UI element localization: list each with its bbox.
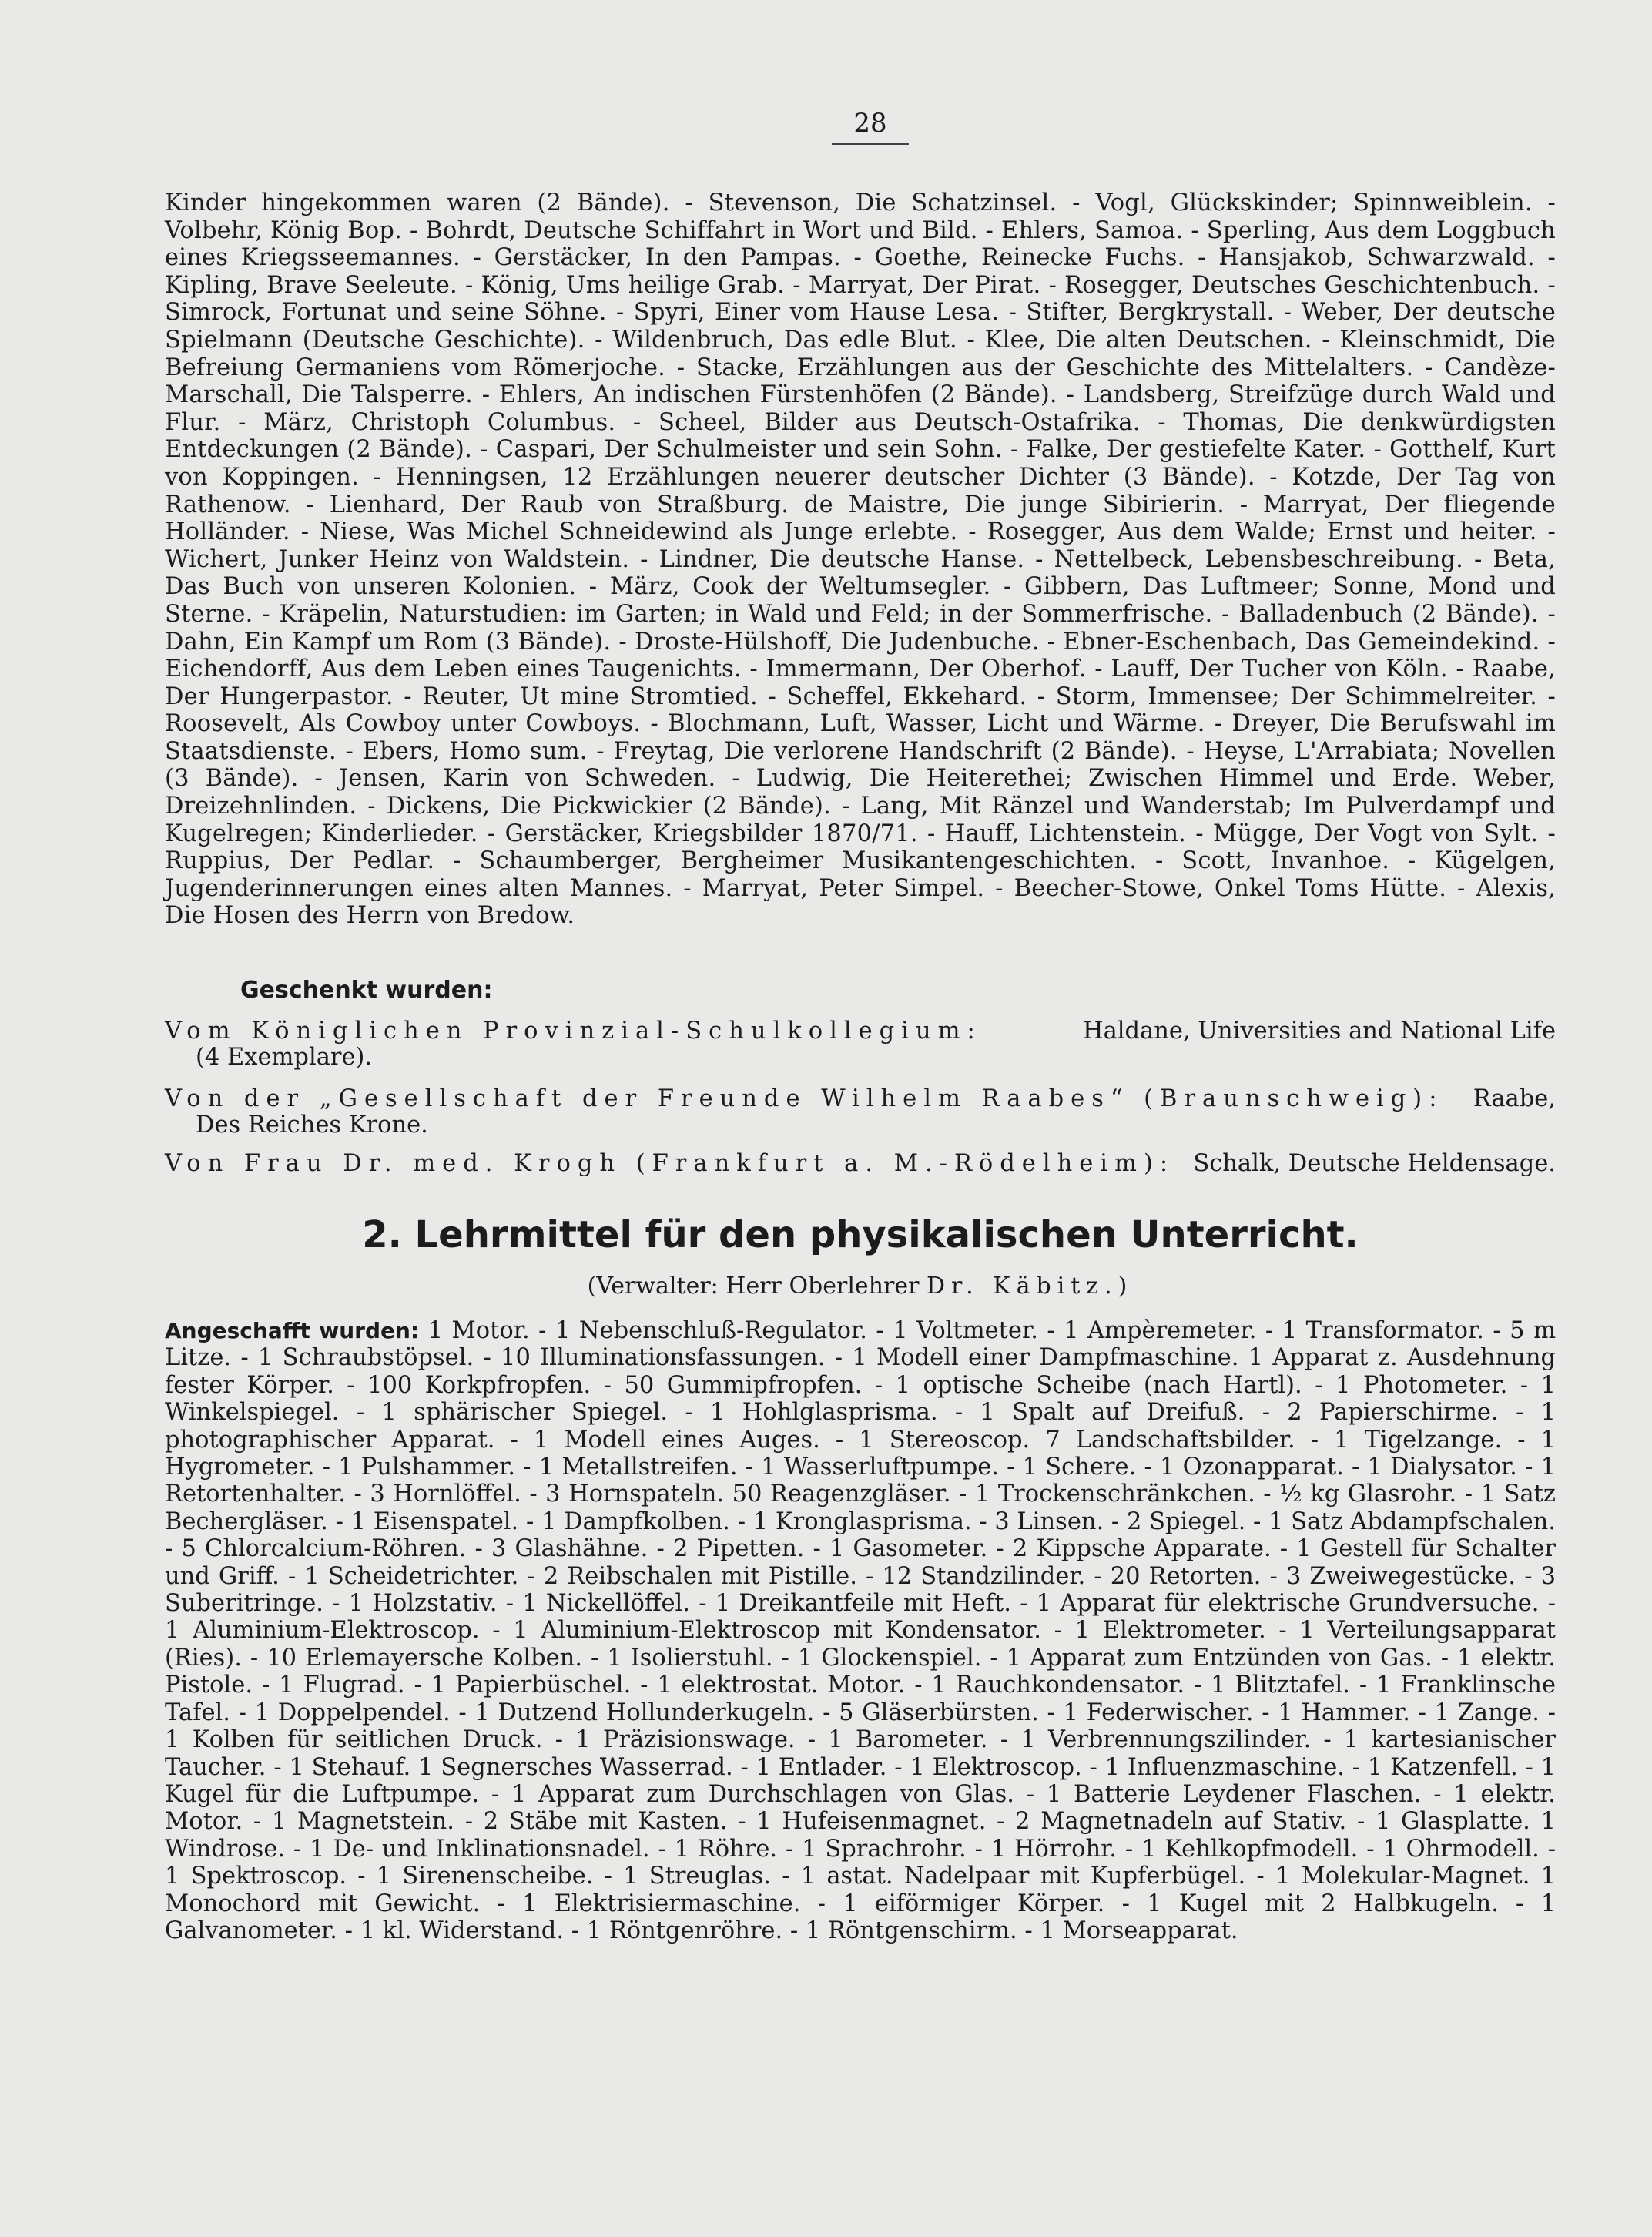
administrator-prefix: (Verwalter: Herr Oberlehrer bbox=[587, 1273, 920, 1300]
gift-items: Haldane, Universities and National Life bbox=[1082, 1018, 1556, 1045]
gift-donor: Vom Königlichen Provinzial-Schulkollegium: bbox=[165, 1018, 982, 1045]
physics-devices-list bbox=[165, 1317, 1556, 1944]
library-acquisitions-list: Kinder hingekommen waren (2 Bände). - Stevenson, Die Schatzinsel. - Vogl, Glückskinder; Spinnweiblein. - Volbehr, König Bop. - Bohrdt, Deutsche Schiffahrt in Wort und Bild. - Ehlers, Samoa. - Sperling, Aus dem Loggbuch eines Kriegsseemannes. - Gerstäcker, In den Pampas. - Goethe, Reinecke Fuchs. - Hansjakob, Schwarzwald. - Kipling, Brave Seeleute. - König, Ums heilige Grab. - Marryat, Der Pirat. - Rosegger, Deutsches Geschichtenbuch. - Simrock, Fortunat und seine Söhne. - Spyri, Einer vom Hause Lesa. - Stifter, Bergkrystall. - Weber, Der deutsche Spielmann (Deutsche Geschichte). - Wildenbruch, Das edle Blut. - Klee, Die alten Deutschen. - Kleinschmidt, Die Befreiung Germaniens vom Römerjoche. - Stacke, Erzählungen aus der Geschichte des Mittelalters. - Candèze-Marschall, Die Talsperre. - Ehlers, An indischen Fürstenhöfen (2 Bände). - Landsberg, Streifzüge durch Wald und Flur. - März, Christoph Columbus. - Scheel, Bilder aus Deutsch-Ostafrika. - Thomas, Die denkwürdigsten Entdeckungen (2 Bände). - Caspari, Der Schulmeister und sein Sohn. - Falke, Der gestiefelte Kater. - Gotthelf, Kurt von Koppingen. - Henningsen, 12 Erzählungen neuerer deutscher Dichter (3 Bände). - Kotzde, Der Tag von Rathenow. - Lienhard, Der Raub von Straßburg. de Maistre, Die junge Sibirierin. - Marryat, Der fliegende Holländer. - Niese, Was Michel Schneidewind als Junge erlebte. - Rosegger, Aus dem Walde; Ernst und heiter. - Wichert, Junker Heinz von Waldstein. - Lindner, Die deutsche Hanse. - Nettelbeck, Lebensbeschreibung. - Beta, Das Buch von unseren Kolonien. - März, Cook der Weltumsegler. - Gibbern, Das Luftmeer; Sonne, Mond und Sterne. - Kräpelin, Naturstudien: im Garten; in Wald und Feld; in der Sommerfrische. - Balladenbuch (2 Bände). - Dahn, Ein Kampf um Rom (3 Bände). - Droste-Hülshoff, Die Judenbuche. - Ebner-Eschenbach, Das Gemeindekind. - Eichendorff, Aus dem Leben eines Taugenichts. - Immermann, Der Oberhof. - Lauff, Der Tucher von Köln. - Raabe, Der Hungerpastor. - Reuter, Ut mine Stromtied. - Scheffel, Ekkehard. - Storm, Immensee; Der Schimmelreiter. - Roosevelt, Als Cowboy unter Cowboys. - Blochmann, Luft, Wasser, Licht und Wärme. - Dreyer, Die Berufswahl im Staatsdienste. - Ebers, Homo sum. - Freytag, Die verlorene Handschrift (2 Bände). - Heyse, L'Arrabiata; Novellen (3 Bände). - Jensen, Karin von Schweden. - Ludwig, Die Heiterethei; Zwischen Himmel und Erde. Weber, Dreizehnlinden. - Dickens, Die Pickwickier (2 Bände). - Lang, Mit Ränzel und Wanderstab; Im Pulverdampf und Kugelregen; Kinderlieder. - Gerstäcker, Kriegsbilder 1870/71. - Hauff, Lichtenstein. - Mügge, Der Vogt von Sylt. - Ruppius, Der Pedlar. - Schaumberger, Bergheimer Musikantengeschichten. - Scott, Invanhoe. - Kügelgen, Jugenderinnerungen eines alten Mannes. - Marryat, Peter Simpel. - Beecher-Stowe, Onkel Toms Hütte. - Alexis, Die Hosen des Herrn von Bredow. bbox=[165, 189, 1556, 930]
devices-text: 1 Motor. - 1 Nebenschluß-Regulator. - 1 Voltmeter. - 1 Ampèremeter. - 1 Transformator. - 5 m Litze. - 1 Schraubstöpsel. - 10 Illuminationsfassungen. - 1 Modell einer Dampfmaschine. 1 Apparat z. Ausdehnung fester Körper. - 100 Korkpfropfen. - 50 Gummipfropfen. - 1 optische Scheibe (nach Hartl). - 1 Photometer. - 1 Winkelspiegel. - 1 sphärischer Spiegel. - 1 Hohlglasprisma. - 1 Spalt auf Dreifuß. - 2 Papierschirme. - 1 photographischer Apparat. - 1 Modell eines Auges. - 1 Stereoscop. 7 Landschaftsbilder. - 1 Tigelzange. - 1 Hygrometer. - 1 Pulshammer. - 1 Metallstreifen. - 1 Wasserluftpumpe. - 1 Schere. - 1 Ozonapparat. - 1 Dialysator. - 1 Retortenhalter. - 3 Hornlöffel. - 3 Hornspateln. 50 Reagenzgläser. - 1 Trockenschränkchen. - ½ kg Glasrohr. - 1 Satz Bechergläser. - 1 Eisenspatel. - 1 Dampfkolben. - 1 Kronglasprisma. - 3 Linsen. - 2 Spiegel. - 1 Satz Abdampfschalen. - 5 Chlorcalcium-Röhren. - 3 Glashähne. - 2 Pipetten. - 1 Gasometer. - 2 Kippsche Apparate. - 1 Gestell für Schalter und Griff. - 1 Scheidetrichter. - 2 Reibschalen mit Pistille. - 12 Standzilinder. - 20 Retorten. - 3 Zweiwegestücke. - 3 Suberitringe. - 1 Holzstativ. - 1 Nickellöffel. - 1 Dreikantfeile mit Heft. - 1 Apparat für elektrische Grundversuche. - 1 Aluminium-Elektroscop. - 1 Aluminium-Elektroscop mit Kondensator. - 1 Elektrometer. - 1 Verteilungsapparat (Ries). - 10 Erlemayersche Kolben. - 1 Isolierstuhl. - 1 Glockenspiel. - 1 Apparat zum Entzünden von Gas. - 1 elektr. Pistole. - 1 Flugrad. - 1 Papierbüschel. - 1 elektrostat. Motor. - 1 Rauchkondensator. - 1 Blitztafel. - 1 Franklinsche Tafel. - 1 Doppelpendel. - 1 Dutzend Hollunderkugeln. - 5 Gläserbürsten. - 1 Federwischer. - 1 Hammer. - 1 Zange. - 1 Kolben für seitlichen Druck. - 1 Präzisionswage. - 1 Barometer. - 1 Verbrennungszilinder. - 1 kartesianischer Taucher. - 1 Stehauf. 1 Segnersches Wasserrad. - 1 Entlader. - 1 Elektroscop. - 1 Influenzmaschine. - 1 Katzenfell. - 1 Kugel für die Luftpumpe. - 1 Apparat zum Durchschlagen von Glas. - 1 Batterie Leydener Flaschen. - 1 elektr. Motor. - 1 Magnetstein. - 2 Stäbe mit Kasten. - 1 Hufeisenmagnet. - 2 Magnetnadeln auf Stativ. - 1 Glasplatte. 1 Windrose. - 1 De- und Inklinationsnadel. - 1 Röhre. - 1 Sprachrohr. - 1 Hörrohr. - 1 Kehlkopfmodell. - 1 Ohrmodell. - 1 Spektroscop. - 1 Sirenenscheibe. - 1 Streuglas. - 1 astat. Nadelpaar mit Kupferbügel. - 1 Molekular-Magnet. 1 Monochord mit Gewicht. - 1 Elektrisiermaschine. - 1 eiförmiger Körper. - 1 Kugel mit 2 Halbkugeln. - 1 Galvanometer. - 1 kl. Widerstand. - 1 Röntgenröhre. - 1 Röntgenschirm. - 1 Morseapparat. bbox=[165, 1317, 1556, 1944]
gift-items: Raabe, bbox=[1473, 1085, 1556, 1112]
devices-lead: Angeschafft wurden: bbox=[165, 1318, 420, 1343]
gift-items-continued: (4 Exemplare). bbox=[196, 1044, 373, 1071]
gift-donor: Von der „Gesellschaft der Freunde Wilhelm Raabes“ (Braunschweig): bbox=[165, 1085, 1444, 1112]
administrator-line bbox=[165, 1273, 1556, 1300]
gift-entry bbox=[165, 1086, 1556, 1139]
gift-items: Schalk, Deutsche Heldensage. bbox=[1193, 1150, 1556, 1177]
gifts-heading: Geschenkt wurden: bbox=[240, 977, 493, 1004]
gift-entry bbox=[165, 1151, 1556, 1177]
gift-donor: Von Frau Dr. med. Krogh (Frankfurt a. M.-Rödelheim): bbox=[165, 1150, 1175, 1177]
gift-items-continued: Des Reiches Krone. bbox=[196, 1112, 428, 1139]
gift-entry bbox=[165, 1018, 1556, 1071]
administrator-name: Dr. Käbitz.) bbox=[926, 1273, 1134, 1300]
section-title: 2. Lehrmittel für den physikalischen Unterricht. bbox=[362, 1213, 1359, 1256]
page-number: 28 bbox=[832, 108, 909, 145]
